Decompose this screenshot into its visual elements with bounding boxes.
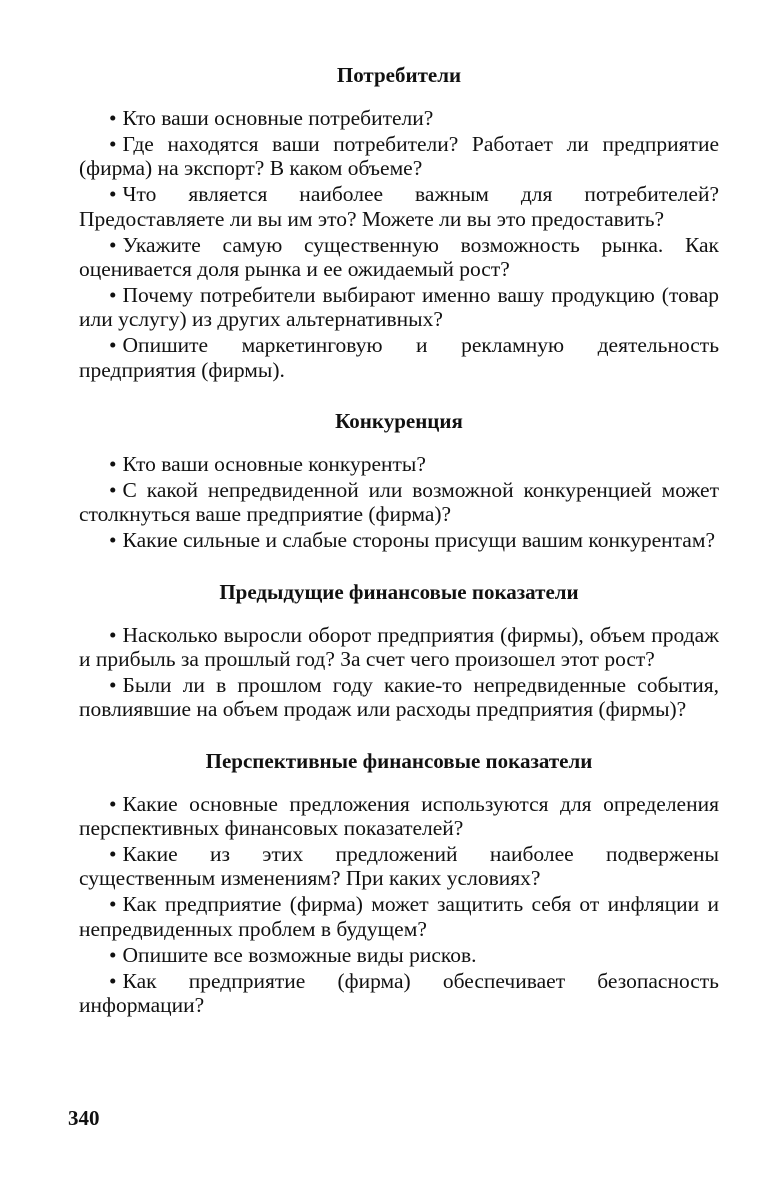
item-text: Что является наиболее важным для потребителей? Предоставляете ли вы им это? Можете ли вы это предоставить? bbox=[79, 182, 719, 231]
bullet-icon: • bbox=[109, 842, 117, 867]
bullet-icon: • bbox=[109, 622, 117, 647]
section-title: Потребители bbox=[336, 63, 462, 87]
list-item bbox=[79, 623, 719, 672]
list-item bbox=[79, 182, 719, 231]
list-item bbox=[79, 943, 719, 967]
bullet-icon: • bbox=[109, 131, 117, 156]
bullet-icon: • bbox=[109, 892, 117, 917]
section-competition bbox=[79, 408, 719, 553]
item-text: Где находятся ваши потребители? Работает ли предприятие (фирма) на экспорт? В каком объеме? bbox=[79, 131, 719, 181]
section-title: Конкуренция bbox=[335, 408, 463, 433]
page-body bbox=[79, 62, 719, 1019]
item-text: Какие из этих предложений наиболее подвержены существенным изменениям? При каких условиях? bbox=[79, 842, 719, 891]
list-item bbox=[79, 478, 719, 527]
item-text: Кто ваши основные потребители? bbox=[122, 106, 434, 130]
list-item bbox=[79, 969, 719, 1018]
list-item bbox=[79, 892, 719, 941]
bullet-icon: • bbox=[109, 791, 117, 816]
item-text: Как предприятие (фирма) обеспечивает безопасность информации? bbox=[79, 968, 719, 1017]
bullet-icon: • bbox=[109, 968, 117, 993]
section-title: Перспективные финансовые показатели bbox=[205, 748, 593, 773]
item-text: Укажите самую существенную возможность рынка. Как оценивается доля рынка и ее ожидаемый рост? bbox=[79, 232, 719, 281]
bullet-icon: • bbox=[109, 528, 117, 553]
section-title: Предыдущие финансовые показатели bbox=[219, 579, 579, 604]
list-item bbox=[79, 673, 719, 722]
item-text: Какие основные предложения используются для определения перспективных финансовых показателей? bbox=[79, 791, 719, 841]
bullet-icon: • bbox=[109, 282, 117, 307]
list-item bbox=[79, 233, 719, 282]
list-item bbox=[79, 792, 719, 841]
list-item bbox=[79, 842, 719, 891]
page-number: 340 bbox=[68, 1106, 100, 1130]
bullet-icon: • bbox=[109, 232, 117, 257]
list-item bbox=[79, 452, 719, 476]
item-text: Были ли в прошлом году какие-то непредвиденные события, повлиявшие на объем продаж или расходы предприятия (фирмы)? bbox=[79, 672, 719, 722]
bullet-icon: • bbox=[109, 182, 117, 207]
list-item bbox=[79, 333, 719, 382]
bullet-icon: • bbox=[109, 333, 117, 358]
bullet-icon: • bbox=[109, 106, 117, 130]
bullet-icon: • bbox=[109, 672, 117, 697]
item-text: С какой непредвиденной или возможной конкуренцией может столкнуться ваше предприятие (фирма)? bbox=[79, 477, 719, 527]
section-prospective-financials bbox=[79, 748, 719, 1018]
item-text: Кто ваши основные конкуренты? bbox=[122, 451, 426, 476]
item-text: Как предприятие (фирма) может защитить себя от инфляции и непредвиденных проблем в будущем? bbox=[79, 892, 719, 941]
section-consumers bbox=[79, 62, 719, 382]
list-item bbox=[79, 283, 719, 332]
list-item bbox=[79, 528, 719, 552]
bullet-icon: • bbox=[109, 942, 117, 967]
item-text: Опишите все возможные виды рисков. bbox=[122, 942, 477, 967]
bullet-icon: • bbox=[109, 451, 117, 476]
list-item bbox=[79, 106, 719, 130]
item-text: Какие сильные и слабые стороны присущи вашим конкурентам? bbox=[122, 528, 715, 553]
bullet-icon: • bbox=[109, 477, 117, 502]
item-text: Опишите маркетинговую и рекламную деятельность предприятия (фирмы). bbox=[79, 333, 719, 382]
item-text: Насколько выросли оборот предприятия (фирмы), объем продаж и прибыль за прошлый год? За счет чего произошел этот рост? bbox=[79, 622, 719, 671]
item-text: Почему потребители выбирают именно вашу продукцию (товар или услугу) из других альтернативных? bbox=[79, 282, 719, 332]
list-item bbox=[79, 132, 719, 181]
section-previous-financials bbox=[79, 579, 719, 722]
